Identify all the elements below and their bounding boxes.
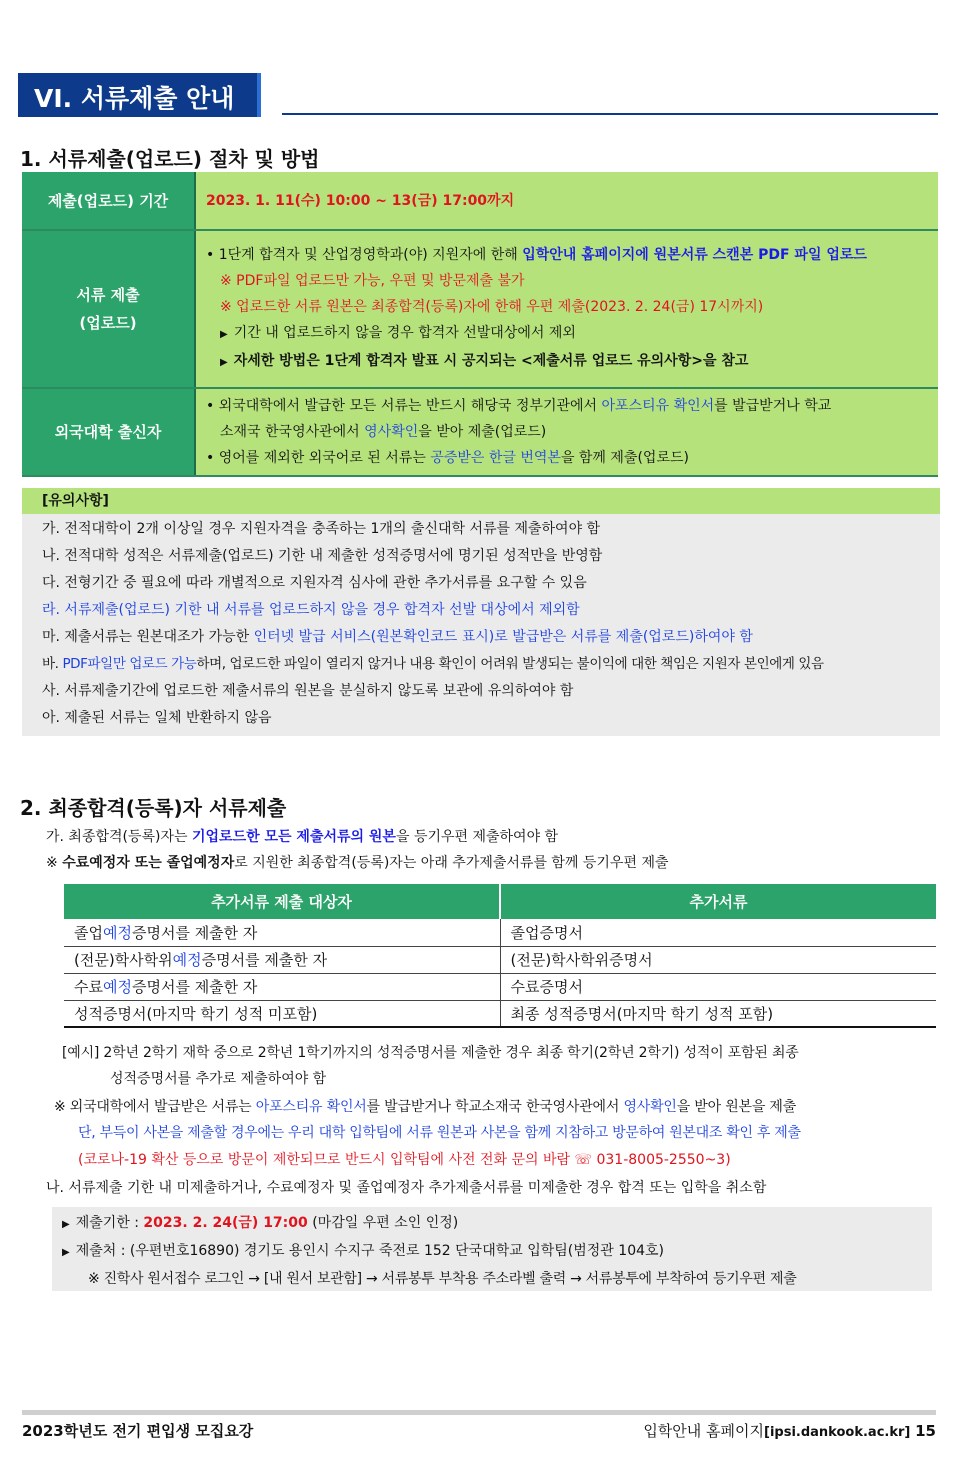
deadline-note: (마감일 우편 소인 인정) <box>307 1215 459 1231</box>
period-label: 제출(업로드) 기간 <box>22 172 195 230</box>
note-na: 나. 전적대학 성적은 서류제출(업로드) 기한 내 제출한 성적증명서에 명기된 성적만을 반영함 <box>42 548 603 564</box>
table-cell <box>64 919 500 946</box>
table-cell: (전문)학사학위증명서 <box>500 946 936 973</box>
label-path-line: ※ 진학사 원서접수 로그인 → [내 원서 보관함] → 서류봉투 부착용 주소라벨 출력 → 서류봉투에 부착하여 등기우편 제출 <box>88 1271 797 1287</box>
table-header-target: 추가서류 제출 대상자 <box>64 884 500 919</box>
period-date: 2023. 1. 11(수) 10:00 ~ 13(금) 17:00까지 <box>206 193 515 209</box>
foreign-note-1-d: 영사확인 <box>623 1099 677 1115</box>
upload-item-1: • 1단계 합격자 및 산업경영학과(야) 지원자에 한해 입학안내 홈페이지에 원본서류 스캔본 PDF 파일 업로드 <box>206 247 867 263</box>
notes-box <box>22 488 940 736</box>
foreign-note-1-b: 아포스티유 확인서 <box>255 1099 367 1115</box>
foreign-note-1 <box>54 1094 796 1120</box>
table-row <box>64 973 936 1000</box>
section-title: VI. 서류제출 안내 <box>18 73 261 117</box>
note-ma-a: 마. 제출서류는 원본대조가 가능한 <box>42 629 254 645</box>
upload-row <box>22 230 938 388</box>
note-a: 아. 제출된 서류는 일체 반환하지 않음 <box>42 710 272 726</box>
part2-ga-a: 가. 최종합격(등록)자는 <box>46 829 192 845</box>
cell-emphasis: 예정 <box>102 978 132 996</box>
cell-text: 수료 <box>74 978 103 996</box>
table-header-row <box>64 884 936 919</box>
upload-item-1-text: 1단계 합격자 및 산업경영학과(야) 지원자에 한해 <box>218 247 523 263</box>
upload-item-4-text: 기간 내 업로드하지 않을 경우 합격자 선발대상에서 제외 <box>233 325 576 341</box>
foreign-item-1-a: 외국대학에서 발급한 모든 서류는 반드시 해당국 정부기관에서 <box>218 398 602 414</box>
cell-text: (전문)학사학위 <box>74 951 173 969</box>
footer-site-url: [ipsi.dankook.ac.kr] <box>764 1425 911 1440</box>
foreign-note-2: 단, 부득이 사본을 제출할 경우에는 우리 대학 입학팀에 서류 원본과 사본을 함께 지참하고 방문하여 원본대조 확인 후 제출 <box>78 1125 801 1141</box>
table-cell <box>64 973 500 1000</box>
part2-note-b: 수료예정자 또는 졸업예정자 <box>62 855 235 871</box>
foreign-item-2: • 영어를 제외한 외국어로 된 서류는 공증받은 한글 번역본을 함께 제출(업로드) <box>206 450 689 466</box>
address-line <box>62 1238 922 1266</box>
cell-text: 증명서를 제출한 자 <box>201 951 328 969</box>
upload-item-5 <box>206 348 928 376</box>
example-line-1: [예시] 2학년 2학기 재학 중으로 2학년 1학기까지의 성적증명서를 제출한 경우 최종 학기(2학년 2학기) 성적이 포함된 최종 <box>62 1045 799 1061</box>
part2-ga-b: 기업로드한 모든 제출서류의 원본 <box>192 829 396 845</box>
foreign-item-1: • 외국대학에서 발급한 모든 서류는 반드시 해당국 정부기관에서 아포스티유 확인서를 발급받거나 학교 <box>206 398 832 414</box>
table-cell: 수료증명서 <box>500 973 936 1000</box>
note-ra: 라. 서류제출(업로드) 기한 내 서류를 업로드하지 않을 경우 합격자 선발 대상에서 제외함 <box>42 602 580 618</box>
footer-right <box>643 1420 936 1441</box>
part2-note <box>46 850 669 876</box>
cell-text: 졸업 <box>74 923 103 942</box>
table-cell: 최종 성적증명서(마지막 학기 성적 포함) <box>500 1000 936 1027</box>
notes-title: [유의사항] <box>22 488 940 514</box>
footer-title: 2023학년도 전기 편입생 모집요강 <box>22 1422 254 1440</box>
cell-text: 증명서를 제출한 자 <box>131 923 258 942</box>
foreign-label: 외국대학 출신자 <box>22 388 195 476</box>
foreign-item-1-c: 를 발급받거나 학교 <box>714 398 832 414</box>
upload-item-4 <box>206 320 928 348</box>
deadline-date: 2023. 2. 24(금) 17:00 <box>143 1215 308 1231</box>
page-number: 15 <box>915 1422 936 1440</box>
foreign-row <box>22 388 938 476</box>
part2-heading: 2. 최종합격(등록)자 서류제출 <box>20 796 287 820</box>
foreign-item-3-c: 을 함께 제출(업로드) <box>560 450 689 466</box>
deadline-label: 제출기한 : <box>75 1215 144 1231</box>
submission-table <box>22 172 938 477</box>
note-ba-a: 바. <box>42 656 63 672</box>
foreign-item-1-b: 아포스티유 확인서 <box>601 398 715 414</box>
upload-item-1-emphasis: 입학안내 홈페이지에 원본서류 스캔본 PDF 파일 업로드 <box>522 247 867 263</box>
table-cell <box>64 946 500 973</box>
period-value <box>195 172 938 230</box>
upload-label <box>22 230 195 388</box>
part2-note-c: 로 지원한 최종합격(등록)자는 아래 추가제출서류를 함께 등기우편 제출 <box>234 855 669 871</box>
triangle-bullet-icon: ▶ <box>220 329 228 340</box>
note-sa: 사. 서류제출기간에 업로드한 제출서류의 원본을 분실하지 않도록 보관에 유의하여야 함 <box>42 683 574 699</box>
cell-emphasis: 예정 <box>172 951 202 969</box>
foreign-item-2-a: 소재국 한국영사관에서 <box>220 424 365 440</box>
foreign-item-1-cont <box>206 419 928 445</box>
upload-label-line1: 서류 제출 <box>76 286 140 304</box>
foreign-note-3: (코로나-19 확산 등으로 방문이 제한되므로 반드시 입학팀에 사전 전화 문의 바람 ☏ 031-8005-2550~3) <box>78 1152 731 1168</box>
upload-item-3: ※ 업로드한 서류 원본은 최종합격(등록)자에 한해 우편 제출(2023. 2. 24(금) 17시까지) <box>220 299 764 315</box>
foreign-item-3-a: 영어를 제외한 외국어로 된 서류는 <box>218 450 431 466</box>
foreign-item-2-c: 을 받아 제출(업로드) <box>418 424 547 440</box>
foreign-item-3-b: 공증받은 한글 번역본 <box>430 450 561 466</box>
table-header-docs: 추가서류 <box>500 884 936 919</box>
example-line-2: 성적증명서를 추가로 제출하여야 함 <box>110 1071 327 1087</box>
submission-info-box <box>52 1207 932 1291</box>
note-ga: 가. 전적대학이 2개 이상일 경우 지원자격을 충족하는 1개의 출신대학 서류를 제출하여야 함 <box>42 521 601 537</box>
foreign-details <box>195 388 938 476</box>
upload-item-2: ※ PDF파일 업로드만 가능, 우편 및 방문제출 불가 <box>220 273 525 289</box>
cell-text: 증명서를 제출한 자 <box>131 978 258 996</box>
address-text: 제출처 : (우편번호16890) 경기도 용인시 수지구 죽전로 152 단국대학교 입학팀(범정관 104호) <box>75 1243 664 1259</box>
triangle-bullet-icon: ▶ <box>62 1247 70 1258</box>
table-row <box>64 946 936 973</box>
deadline-line <box>62 1210 922 1238</box>
foreign-note-1-e: 을 받아 원본을 제출 <box>676 1099 797 1115</box>
notes-body <box>22 514 940 736</box>
cell-emphasis: 예정 <box>102 923 132 942</box>
triangle-bullet-icon: ▶ <box>62 1219 70 1230</box>
table-row <box>64 919 936 946</box>
additional-docs-table <box>64 884 936 1028</box>
part1-heading: 1. 서류제출(업로드) 절차 및 방법 <box>20 147 320 171</box>
section-divider <box>282 113 938 115</box>
footer-divider <box>22 1410 936 1415</box>
note-ma <box>42 624 920 651</box>
table-cell: 성적증명서(마지막 학기 성적 미포함) <box>64 1000 500 1027</box>
triangle-bullet-icon: ▶ <box>220 357 228 368</box>
upload-item-5-text: 자세한 방법은 1단계 합격자 발표 시 공지되는 <제출서류 업로드 유의사항>을 참고 <box>233 353 749 369</box>
note-ba-c: 하며, 업로드한 파일이 열리지 않거나 내용 확인이 어려워 발생되는 불이익에 대한 책임은 지원자 본인에게 있음 <box>196 656 824 672</box>
upload-details <box>195 230 938 388</box>
foreign-note-1-c: 를 발급받거나 학교소재국 한국영사관에서 <box>366 1099 624 1115</box>
table-row <box>64 1000 936 1027</box>
note-ba-b: PDF파일만 업로드 가능 <box>62 656 197 672</box>
period-row <box>22 172 938 230</box>
part2-ga <box>46 824 558 850</box>
upload-label-line2: (업로드) <box>79 314 137 332</box>
note-da: 다. 전형기간 중 필요에 따라 개별적으로 지원자격 심사에 관한 추가서류를 요구할 수 있음 <box>42 575 587 591</box>
table-cell: 졸업증명서 <box>500 919 936 946</box>
note-ma-b: 인터넷 발급 서비스(원본확인코드 표시)로 발급받은 서류를 제출(업로드)하여야 함 <box>253 629 753 645</box>
footer-site-label: 입학안내 홈페이지 <box>643 1422 765 1440</box>
part2-na: 나. 서류제출 기한 내 미제출하거나, 수료예정자 및 졸업예정자 추가제출서류를 미제출한 경우 합격 또는 입학을 취소함 <box>46 1180 767 1196</box>
note-ba <box>42 651 920 678</box>
part2-ga-c: 을 등기우편 제출하여야 함 <box>395 829 559 845</box>
foreign-item-2-b: 영사확인 <box>364 424 419 440</box>
foreign-note-1-a: ※ 외국대학에서 발급받은 서류는 <box>54 1099 256 1115</box>
part2-note-a: ※ <box>46 855 63 871</box>
